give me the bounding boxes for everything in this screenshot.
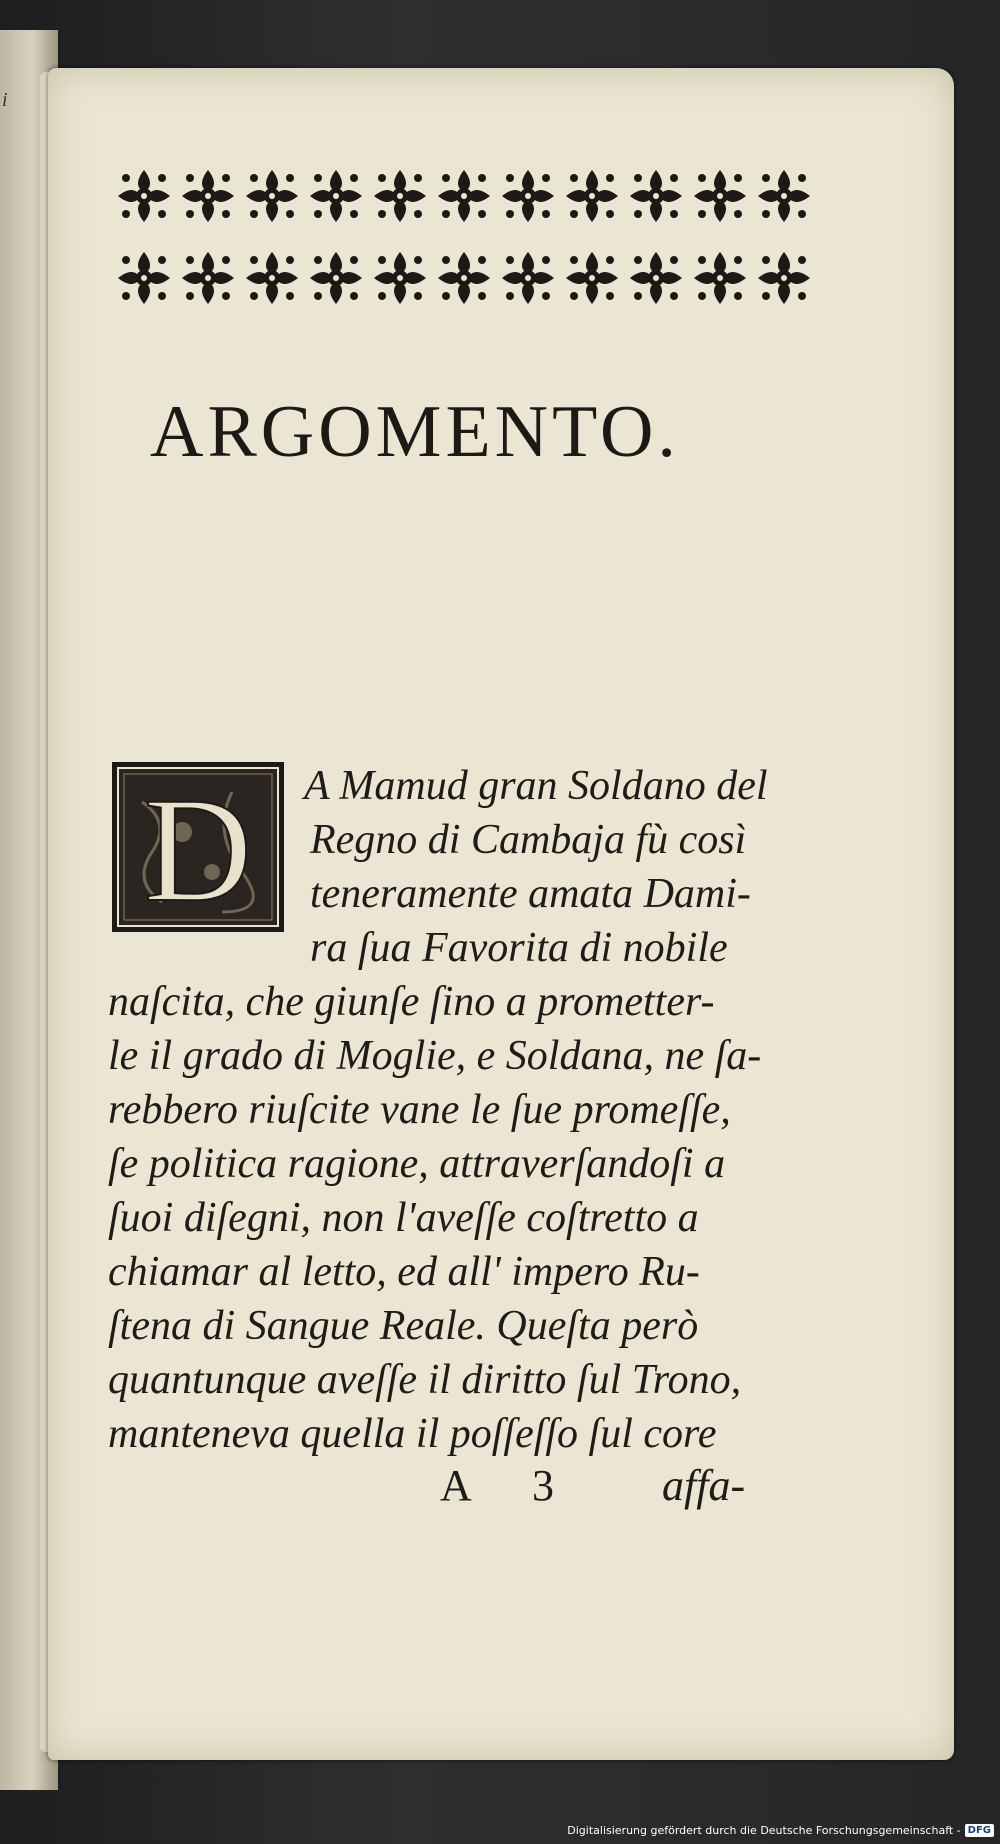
- text-line: Regno di Cambaja fù così: [310, 817, 747, 863]
- text-line: quantunque aveſſe il diritto ſul Trono,: [108, 1357, 742, 1403]
- text-line: A Mamud gran Soldano del: [304, 763, 768, 809]
- credit-text: Digitalisierung gefördert durch die Deutsche Forschungsgemeinschaft -: [567, 1823, 961, 1837]
- dfg-logo[interactable]: DFG: [965, 1824, 994, 1837]
- text-line: teneramente amata Dami-: [310, 871, 751, 917]
- page-number: 3: [532, 1461, 554, 1510]
- text-line: le il grado di Moglie, e Soldana, ne ſa-: [108, 1033, 762, 1079]
- text-line: ſe politica ragione, attraverſandoſi a: [108, 1141, 726, 1187]
- text-line: ra ſua Favorita di nobile: [310, 925, 728, 971]
- text-line: chiamar al letto, ed all' impero Ru-: [108, 1249, 700, 1295]
- text-line: ſuoi diſegni, non l'aveſſe coſtretto a: [108, 1195, 699, 1241]
- catchword: affa-: [662, 1461, 746, 1510]
- initial-letter: D: [143, 767, 253, 932]
- signature-mark: A: [440, 1461, 472, 1510]
- digitization-credit: [567, 1820, 994, 1840]
- page-title: ARGOMENTO.: [150, 391, 680, 473]
- previous-page-edge: i: [0, 30, 58, 1790]
- text-line: rebbero riuſcite vane le ſue promeſſe,: [108, 1087, 731, 1133]
- text-line: naſcita, che giunſe ſino a prometter-: [108, 979, 715, 1025]
- text-line: manteneva quella il poſſeſſo ſul core: [108, 1411, 717, 1457]
- text-line: ſtena di Sangue Reale. Queſta però: [108, 1303, 699, 1349]
